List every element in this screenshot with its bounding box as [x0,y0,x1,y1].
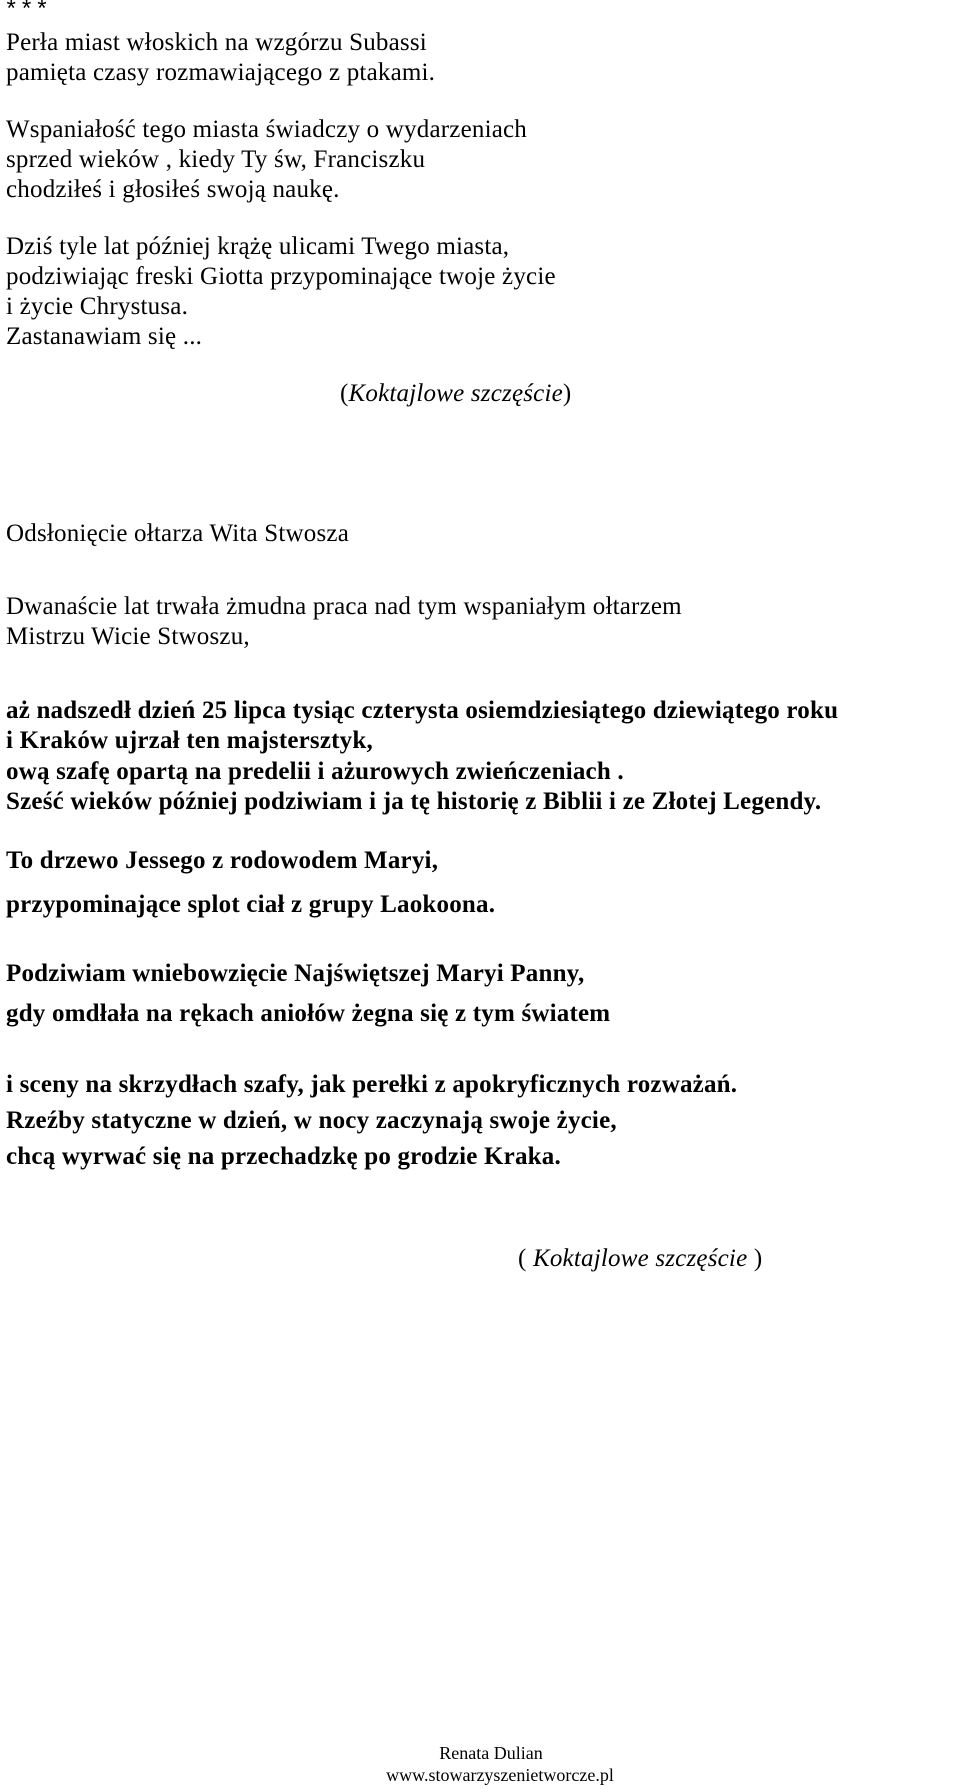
source-book-title: Koktajlowe szczęście [532,1245,748,1272]
poem-line: aż nadszedł dzień 25 lipca tysiąc czterysta osiemdziesiątego dziewiątego roku [6,697,839,724]
poem-line: Dziś tyle lat później krążę ulicami Twego miasta, [6,233,510,260]
poem-line: gdy omdłała na rękach aniołów żegna się z tym światem [6,1000,611,1027]
source-open-paren: ( [340,380,349,407]
poem-line: Perła miast włoskich na wzgórzu Subassi [6,29,427,56]
poem-line: chcą wyrwać się na przechadzkę po grodzie Kraka. [6,1143,561,1170]
poem-source [518,1244,762,1274]
poem-line: przypominające splot ciał z grupy Laokoona. [6,891,496,918]
poem-line: i sceny na skrzydłach szafy, jak perełki z apokryficznych rozważań. [6,1071,738,1098]
source-close-paren: ) [747,1245,763,1272]
source-open-paren: ( [518,1245,533,1272]
poem-line: Sześć wieków później podziwiam i ja tę historię z Biblii i ze Złotej Legendy. [6,788,822,815]
poem-line: pamięta czasy rozmawiającego z ptakami. [6,59,436,86]
poem-line: sprzed wieków , kiedy Ty św, Franciszku [6,146,426,173]
poem-line: Mistrzu Wicie Stwoszu, [6,623,250,650]
poem-source [340,379,571,409]
source-close-paren: ) [562,380,572,407]
poem-line: To drzewo Jessego z rodowodem Maryi, [6,847,439,874]
poem-line: Rzeźby statyczne w dzień, w nocy zaczynają swoje życie, [6,1107,617,1134]
author-name: Renata Dulian [439,1743,543,1763]
poem-line: ową szafę opartą na predelii i ażurowych zwieńczeniach . [6,758,624,785]
source-book-title: Koktajlowe szczęście [348,380,563,407]
separator-asterisks: *** [4,0,51,25]
poem-title: Odsłonięcie ołtarza Wita Stwosza [6,520,350,547]
poem-line: podziwiając freski Giotta przypominające twoje życie [6,263,556,290]
website-link[interactable]: www.stowarzyszenietworcze.pl [386,1765,614,1785]
poem-line: Podziwiam wniebowzięcie Najświętszej Maryi Panny, [6,960,585,987]
poem-line: i życie Chrystusa. [6,293,189,320]
poem-line: chodziłeś i głosiłeś swoją naukę. [6,176,340,203]
poem-line: Dwanaście lat trwała żmudna praca nad tym wspaniałym ołtarzem [6,593,682,620]
poem-line: Zastanawiam się ... [6,323,203,350]
poem-line: i Kraków ujrzał ten majstersztyk, [6,727,373,754]
poem-line: Wspaniałość tego miasta świadczy o wydarzeniach [6,116,528,143]
